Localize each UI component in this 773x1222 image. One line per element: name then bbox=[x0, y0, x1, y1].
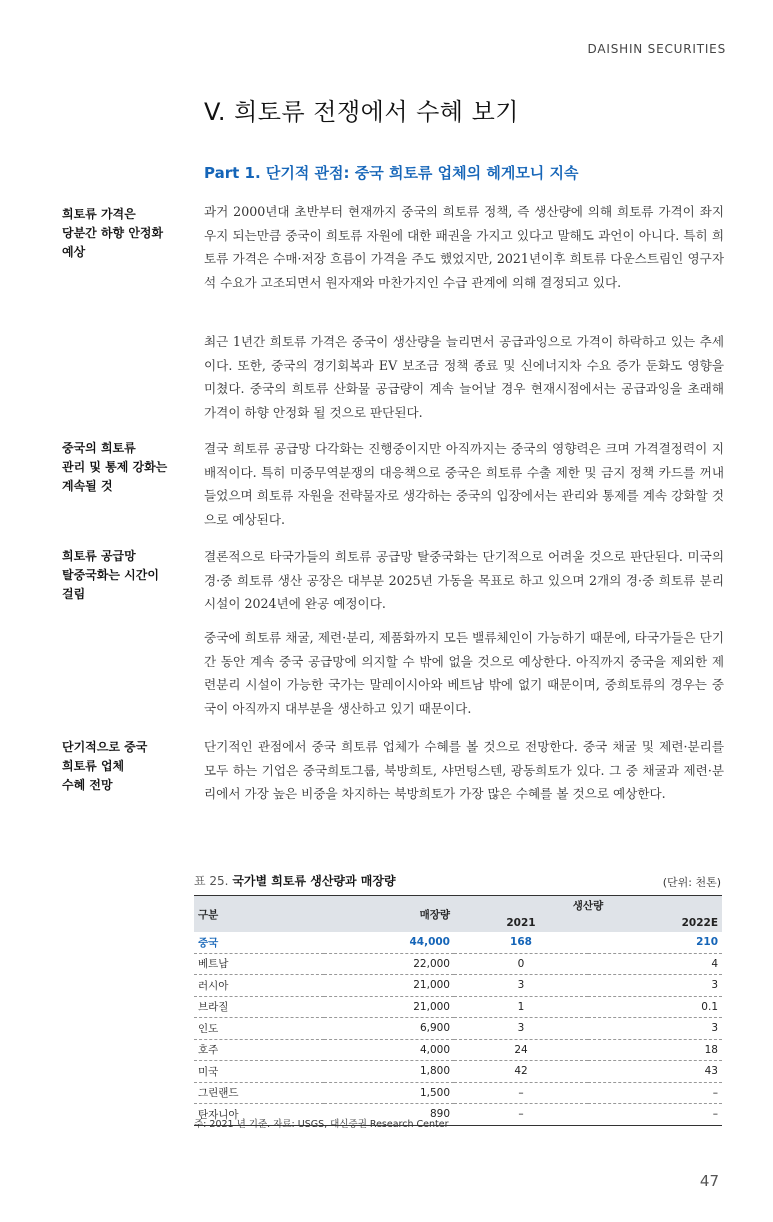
cell-country: 중국 bbox=[194, 932, 324, 953]
side-label-line: 단기적으로 중국 bbox=[62, 740, 148, 754]
cell-production-2022e: 3 bbox=[588, 975, 722, 997]
part-title: Part 1. 단기적 관점: 중국 희토류 업체의 헤게모니 지속 bbox=[204, 164, 579, 182]
cell-production-2021: 1 bbox=[454, 996, 588, 1018]
cell-production-2022e: 210 bbox=[588, 932, 722, 953]
cell-production-2022e: 18 bbox=[588, 1039, 722, 1061]
table-source-note: 주: 2021 년 기준. 자료: USGS, 대신증권 Research Center bbox=[194, 1119, 449, 1130]
paragraph-china-control: 결국 희토류 공급망 다각화는 진행중이지만 아직까지는 중국의 영향력은 크며 가격결정력이 지배적이다. 특히 미중무역분쟁의 대응책으로 중국은 희토류 수출 제한 및 금지 정책 카드를 꺼내들었으며 희토류 자원을 전략물자로 생각하는 중국의 입장에서는 관리와 통제를 계속 강화할 것으로 예상된다. bbox=[204, 441, 724, 527]
table-row bbox=[194, 1018, 722, 1040]
cell-reserves: 22,000 bbox=[324, 953, 454, 975]
cell-production-2021: – bbox=[454, 1082, 588, 1104]
side-label-line: 수혜 전망 bbox=[62, 778, 113, 792]
side-label-line: 관리 및 통제 강화는 bbox=[62, 460, 168, 474]
cell-production-2022e: 4 bbox=[588, 953, 722, 975]
header-production: 생산량 bbox=[454, 896, 722, 915]
side-label-line: 희토류 업체 bbox=[62, 759, 125, 773]
table-title: 국가별 희토류 생산량과 매장량 bbox=[232, 874, 396, 888]
header-category: 구분 bbox=[194, 896, 324, 933]
header-reserves: 매장량 bbox=[324, 896, 454, 933]
paragraph-price-history: 과거 2000년대 초반부터 현재까지 중국의 희토류 정책, 즉 생산량에 의해 희토류 가격이 좌지우지 되는만큼 중국이 희토류 자원에 대한 패권을 가지고 있다고 말해도 과언이 아니다. 특히 희토류 가격은 수매·저장 흐름이 가격을 주도 했었지만, 2021년이후 희토류 다운스트림인 영구자석 수요가 고조되면서 원자재와 마찬가지인 수급 관계에 의해 결정되고 있다. bbox=[204, 204, 724, 290]
header-year-2022e: 2022E bbox=[588, 914, 722, 932]
paragraph-price-recent: 최근 1년간 희토류 가격은 중국이 생산량을 늘리면서 공급과잉으로 가격이 하락하고 있는 추세이다. 또한, 중국의 경기회복과 EV 보조금 정책 종료 및 신에너지차 수요 증가 둔화도 영향을 미쳤다. 중국의 희토류 산화물 공급량이 계속 늘어날 경우 현재시점에서는 공급과잉을 초래해 가격이 하향 안정화 될 것으로 판단된다. bbox=[204, 334, 724, 420]
side-label-line: 걸림 bbox=[62, 587, 86, 601]
chapter-title: V. 희토류 전쟁에서 수혜 보기 bbox=[204, 98, 519, 126]
cell-production-2021: 24 bbox=[454, 1039, 588, 1061]
table-row bbox=[194, 1061, 722, 1083]
cell-production-2021: 0 bbox=[454, 953, 588, 975]
cell-country: 인도 bbox=[194, 1018, 324, 1040]
side-label-line: 중국의 희토류 bbox=[62, 441, 136, 455]
table-unit: (단위: 천톤) bbox=[662, 876, 721, 889]
side-label-line: 희토류 가격은 bbox=[62, 207, 136, 221]
table-row bbox=[194, 1082, 722, 1104]
table-row bbox=[194, 996, 722, 1018]
cell-reserves: 6,900 bbox=[324, 1018, 454, 1040]
cell-production-2022e: 3 bbox=[588, 1018, 722, 1040]
side-label-line: 계속될 것 bbox=[62, 479, 113, 493]
cell-production-2021: 3 bbox=[454, 1018, 588, 1040]
cell-production-2021: 168 bbox=[454, 932, 588, 953]
paragraph-supply-chain: 결론적으로 타국가들의 희토류 공급망 탈중국화는 단기적으로 어려울 것으로 판단된다. 미국의 경·중 희토류 생산 공장은 대부분 2025년 가동을 목표로 하고 있으며 2개의 경·중 희토류 분리 시설이 2024년에 완공 예정이다. bbox=[204, 549, 724, 611]
side-label-beneficiaries bbox=[62, 738, 187, 795]
cell-country: 탄자니아 bbox=[194, 1104, 324, 1126]
page-number: 47 bbox=[699, 1172, 719, 1190]
side-label-price-outlook bbox=[62, 205, 187, 262]
cell-country: 미국 bbox=[194, 1061, 324, 1083]
cell-reserves: 21,000 bbox=[324, 996, 454, 1018]
cell-production-2022e: – bbox=[588, 1104, 722, 1126]
table-caption bbox=[194, 872, 396, 889]
cell-production-2021: 42 bbox=[454, 1061, 588, 1083]
cell-country: 베트남 bbox=[194, 953, 324, 975]
cell-production-2022e: 43 bbox=[588, 1061, 722, 1083]
side-label-line: 예상 bbox=[62, 245, 86, 259]
side-label-line: 탈중국화는 시간이 bbox=[62, 568, 159, 582]
cell-reserves: 1,800 bbox=[324, 1061, 454, 1083]
side-label-china-control bbox=[62, 439, 187, 496]
header-year-2021: 2021 bbox=[454, 914, 588, 932]
side-label-supply-chain bbox=[62, 547, 187, 604]
cell-production-2022e: 0.1 bbox=[588, 996, 722, 1018]
cell-production-2021: – bbox=[454, 1104, 588, 1126]
side-label-line: 희토류 공급망 bbox=[62, 549, 136, 563]
cell-country: 호주 bbox=[194, 1039, 324, 1061]
cell-reserves: 21,000 bbox=[324, 975, 454, 997]
cell-country: 러시아 bbox=[194, 975, 324, 997]
cell-reserves: 4,000 bbox=[324, 1039, 454, 1061]
table-row bbox=[194, 1039, 722, 1061]
cell-production-2021: 3 bbox=[454, 975, 588, 997]
paragraph-value-chain: 중국에 희토류 채굴, 제련·분리, 제품화까지 모든 밸류체인이 가능하기 때문에, 타국가들은 단기간 동안 계속 중국 공급망에 의지할 수 밖에 없을 것으로 예상한다. 아직까지 중국을 제외한 제련분리 시설이 가능한 국가는 말레이시아와 베트남 밖에 없기 때문이며, 중희토류의 경우는 중국이 아직까지 대부분을 생산하고 있기 때문이다. bbox=[204, 630, 724, 716]
table-number: 표 25. bbox=[194, 874, 229, 888]
cell-country: 브라질 bbox=[194, 996, 324, 1018]
cell-country: 그린랜드 bbox=[194, 1082, 324, 1104]
header-brand: DAISHIN SECURITIES bbox=[587, 42, 726, 56]
rare-earth-table bbox=[194, 895, 722, 1126]
paragraph-beneficiaries: 단기적인 관점에서 중국 희토류 업체가 수혜를 볼 것으로 전망한다. 중국 채굴 및 제련·분리를 모두 하는 기업은 중국희토그룹, 북방희토, 샤먼텅스텐, 광동희토가 있다. 그 중 채굴과 제련·분리에서 가장 높은 비중을 차지하는 북방희토가 가장 많은 수혜를 볼 것으로 예상한다. bbox=[204, 739, 724, 801]
cell-reserves: 44,000 bbox=[324, 932, 454, 953]
table-row bbox=[194, 953, 722, 975]
table-row bbox=[194, 932, 722, 953]
cell-production-2022e: – bbox=[588, 1082, 722, 1104]
side-label-line: 당분간 하향 안정화 bbox=[62, 226, 164, 240]
table-row bbox=[194, 975, 722, 997]
cell-reserves: 890 bbox=[324, 1104, 454, 1126]
cell-reserves: 1,500 bbox=[324, 1082, 454, 1104]
